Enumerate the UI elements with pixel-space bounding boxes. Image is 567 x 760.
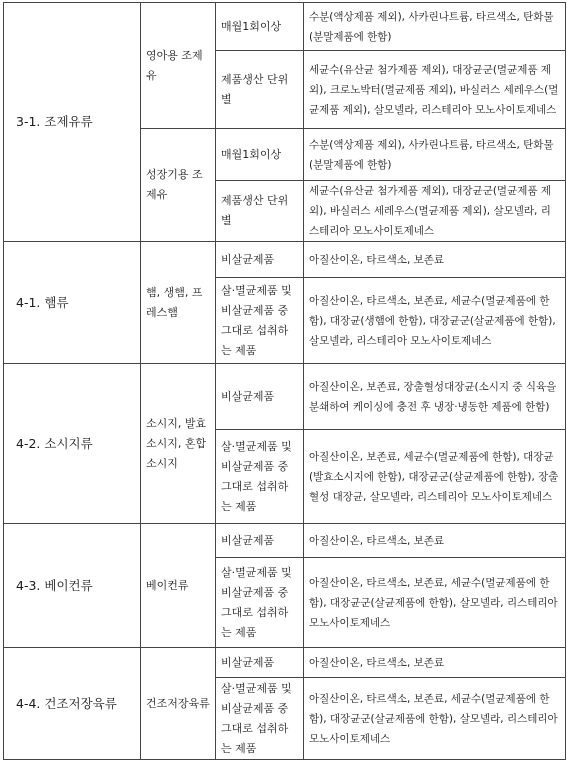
items-cell: 아질산이온, 타르색소, 보존료 — [304, 524, 566, 558]
table-row — [4, 648, 566, 678]
items-cell: 아질산이온, 타르색소, 보존료 — [304, 242, 566, 278]
category-cell: 3-1. 조제유류 — [4, 3, 141, 242]
condition-cell: 비살균제품 — [216, 648, 304, 678]
condition-cell: 살·멸균제품 및 비살균제품 중 그대로 섭취하는 제품 — [216, 558, 304, 648]
condition-cell: 비살균제품 — [216, 242, 304, 278]
inspection-items-table — [3, 2, 566, 760]
items-cell: 아질산이온, 보존료, 세균수(멸균제품에 한함), 대장균(발효소시지에 한함), 대장균군(살균제품에 한함), 장출혈성 대장균, 살모넬라, 리스테리아 모노사이토제네스 — [304, 430, 566, 524]
items-cell: 수분(액상제품 제외), 사카린나트륨, 타르색소, 탄화물(분말제품에 한함) — [304, 3, 566, 51]
condition-cell: 비살균제품 — [216, 364, 304, 430]
items-cell: 수분(액상제품 제외), 사카린나트륨, 타르색소, 탄화물(분말제품에 한함) — [304, 129, 566, 181]
product-cell: 베이컨류 — [141, 524, 216, 648]
table-row — [4, 3, 566, 51]
items-cell: 아질산이온, 타르색소, 보존료, 세균수(멸균제품에 한함), 대장균군(살균제품에 한함), 살모넬라, 리스테리아 모노사이토제네스 — [304, 678, 566, 760]
items-cell: 아질산이온, 타르색소, 보존료, 세균수(멸균제품에 한함), 대장균(생햄에 한함), 대장균군(살균제품에 한함), 살모넬라, 리스테리아 모노사이토제네스 — [304, 278, 566, 364]
condition-cell: 살·멸균제품 및 비살균제품 중 그대로 섭취하는 제품 — [216, 678, 304, 760]
category-cell: 4-3. 베이컨류 — [4, 524, 141, 648]
condition-cell: 제품생산 단위별 — [216, 181, 304, 242]
items-cell: 세균수(유산균 첨가제품 제외), 대장균군(멸균제품 제외), 바실러스 세레우스(멸균제품 제외), 살모넬라, 리스테리아 모노사이토제네스 — [304, 181, 566, 242]
condition-cell: 비살균제품 — [216, 524, 304, 558]
category-cell: 4-1. 햄류 — [4, 242, 141, 364]
table-row — [4, 364, 566, 430]
condition-cell: 매월1회이상 — [216, 3, 304, 51]
product-cell: 성장기용 조제유 — [141, 129, 216, 242]
items-cell: 아질산이온, 보존료, 장출혈성대장균(소시지 중 식육을 분쇄하여 케이싱에 충전 후 냉장·냉동한 제품에 한함) — [304, 364, 566, 430]
items-cell: 아질산이온, 타르색소, 보존료 — [304, 648, 566, 678]
category-cell: 4-4. 건조저장육류 — [4, 648, 141, 760]
condition-cell: 살·멸균제품 및 비살균제품 중 그대로 섭취하는 제품 — [216, 278, 304, 364]
condition-cell: 살·멸균제품 및 비살균제품 중 그대로 섭취하는 제품 — [216, 430, 304, 524]
table-row — [4, 524, 566, 558]
items-cell: 아질산이온, 타르색소, 보존료, 세균수(멸균제품에 한함), 대장균군(살균제품에 한함), 살모넬라, 리스테리아 모노사이토제네스 — [304, 558, 566, 648]
product-cell: 햄, 생햄, 프레스햄 — [141, 242, 216, 364]
product-cell: 건조저장육류 — [141, 648, 216, 760]
condition-cell: 매월1회이상 — [216, 129, 304, 181]
table-row — [4, 242, 566, 278]
product-cell: 소시지, 발효소시지, 혼합소시지 — [141, 364, 216, 524]
category-cell: 4-2. 소시지류 — [4, 364, 141, 524]
product-cell: 영아용 조제유 — [141, 3, 216, 129]
condition-cell: 제품생산 단위별 — [216, 51, 304, 129]
items-cell: 세균수(유산균 첨가제품 제외), 대장균군(멸균제품 제외), 크로노박터(멸균제품 제외), 바실러스 세레우스(멸균제품 제외), 살모넬라, 리스테리아 모노사이토제네스 — [304, 51, 566, 129]
